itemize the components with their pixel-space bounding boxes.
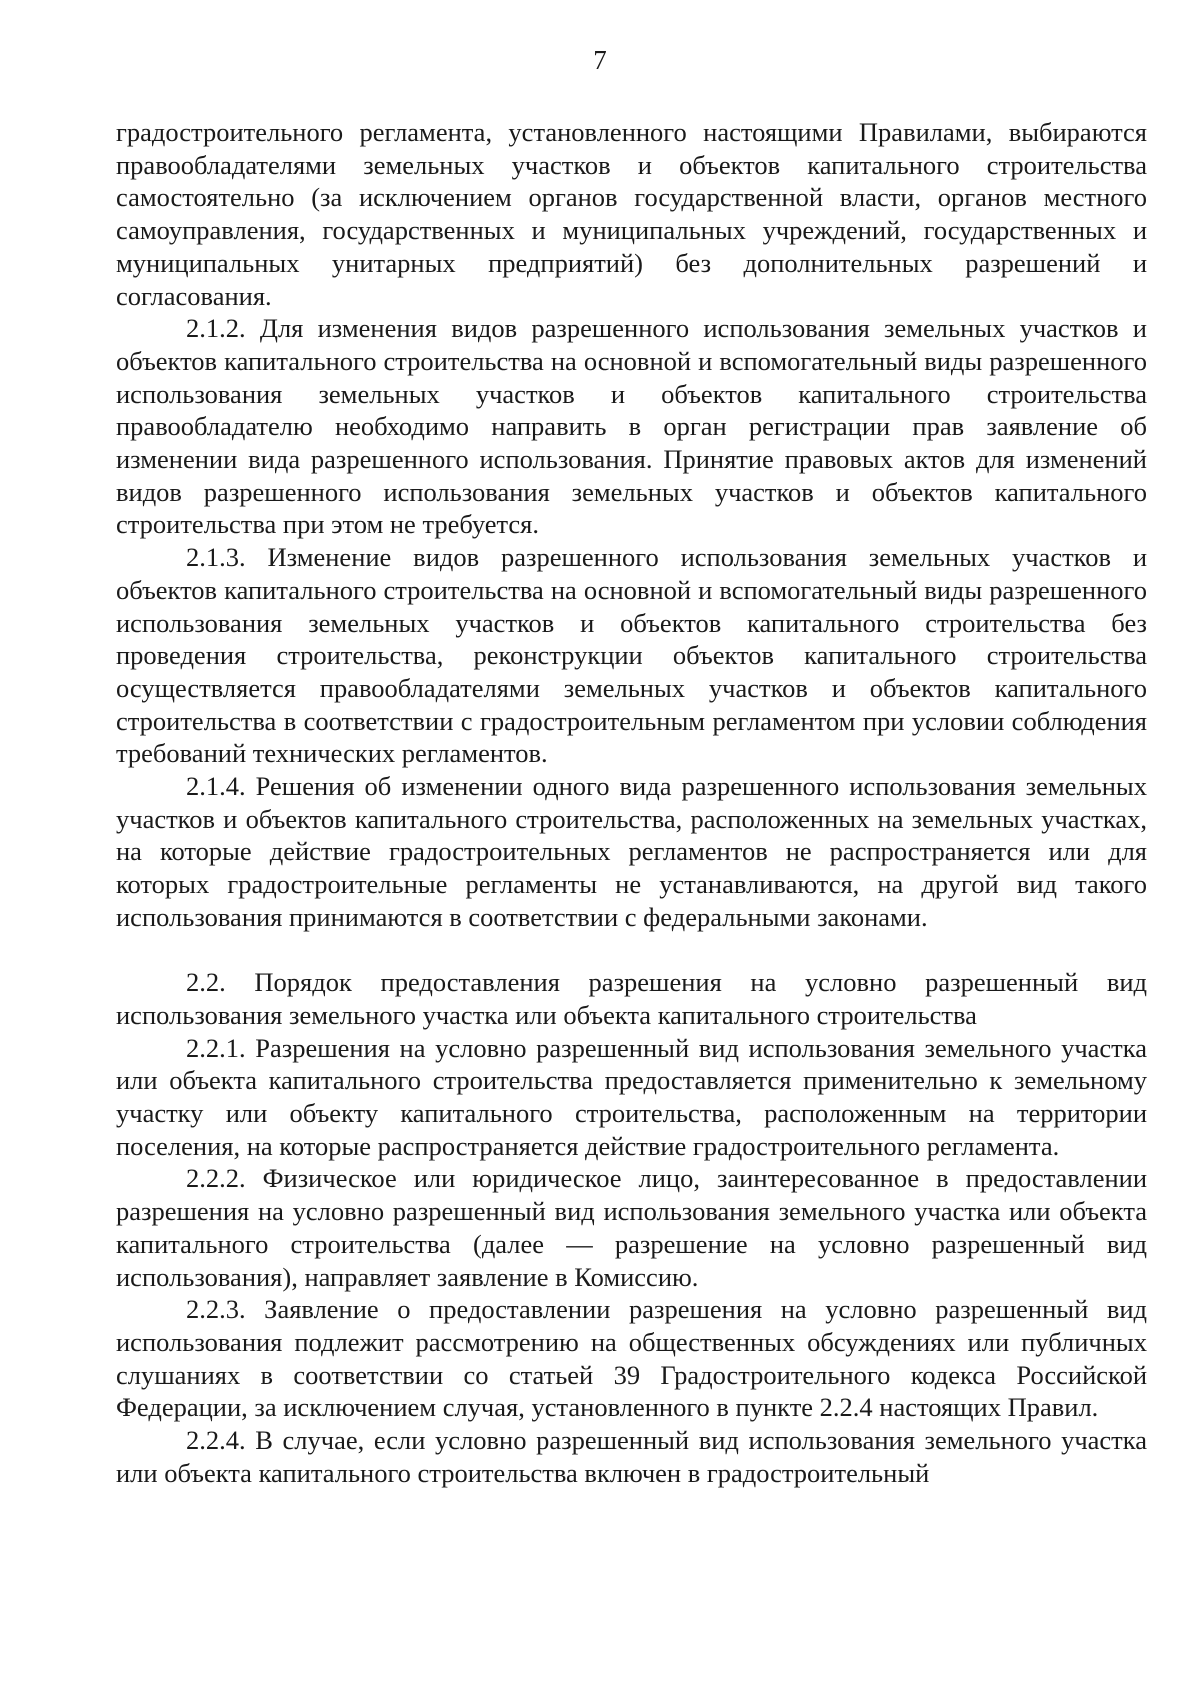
- document-body: [116, 116, 1147, 1490]
- paragraph-2-2-4: 2.2.4. В случае, если условно разрешенный вид использования земельного участка или объекта капитального строительства включен в градостроительный: [116, 1425, 1147, 1488]
- section-heading-2-2: 2.2. Порядок предоставления разрешения на условно разрешенный вид использования земельного участка или объекта капитального строительства: [116, 967, 1147, 1030]
- paragraph-2-1-4: 2.1.4. Решения об изменении одного вида разрешенного использования земельных участков и объектов капитального строительства, расположенных на земельных участках, на которые действие градостроительных регламентов не распространяется или для которых градостроительные регламенты не устанавливаются, на другой вид такого использования принимаются в соответствии с федеральными законами.: [116, 771, 1147, 932]
- paragraph-2-1-2: 2.1.2. Для изменения видов разрешенного использования земельных участков и объектов капитального строительства на основной и вспомогательный виды разрешенного использования земельных участков и объектов капитального строительства правообладателю необходимо направить в орган регистрации прав заявление об изменении вида разрешенного использования. Принятие правовых актов для изменений видов разрешенного использования земельных участков и объектов капитального строительства при этом не требуется.: [116, 313, 1147, 540]
- paragraph-2-2-3: 2.2.3. Заявление о предоставлении разрешения на условно разрешенный вид использования подлежит рассмотрению на общественных обсуждениях или публичных слушаниях в соответствии со статьей 39 Градостроительного кодекса Российской Федерации, за исключением случая, установленного в пункте 2.2.4 настоящих Правил.: [116, 1294, 1147, 1423]
- section-spacer: [116, 934, 1147, 967]
- paragraph-2-1-3: 2.1.3. Изменение видов разрешенного использования земельных участков и объектов капитального строительства на основной и вспомогательный виды разрешенного использования земельных участков и объектов капитального строительства без проведения строительства, реконструкции объектов капитального строительства осуществляется правообладателями земельных участков и объектов капитального строительства в соответствии с градостроительным регламентом при условии соблюдения требований технических регламентов.: [116, 542, 1147, 769]
- paragraph-2-2-1: 2.2.1. Разрешения на условно разрешенный вид использования земельного участка или объекта капитального строительства предоставляется применительно к земельному участку или объекту капитального строительства, расположенным на территории поселения, на которые распространяется действие градостроительного регламента.: [116, 1032, 1147, 1161]
- paragraph-continuation: градостроительного регламента, установленного настоящими Правилами, выбираются правообладателями земельных участков и объектов капитального строительства самостоятельно (за исключением органов государственной власти, органов местного самоуправления, государственных и муниципальных учреждений, государственных и муниципальных унитарных предприятий) без дополнительных разрешений и согласования.: [116, 117, 1147, 311]
- page-number: 7: [593, 45, 607, 75]
- paragraph-2-2-2: 2.2.2. Физическое или юридическое лицо, заинтересованное в предоставлении разрешения на условно разрешенный вид использования земельного участка или объекта капитального строительства (далее — разрешение на условно разрешенный вид использования), направляет заявление в Комиссию.: [116, 1163, 1147, 1292]
